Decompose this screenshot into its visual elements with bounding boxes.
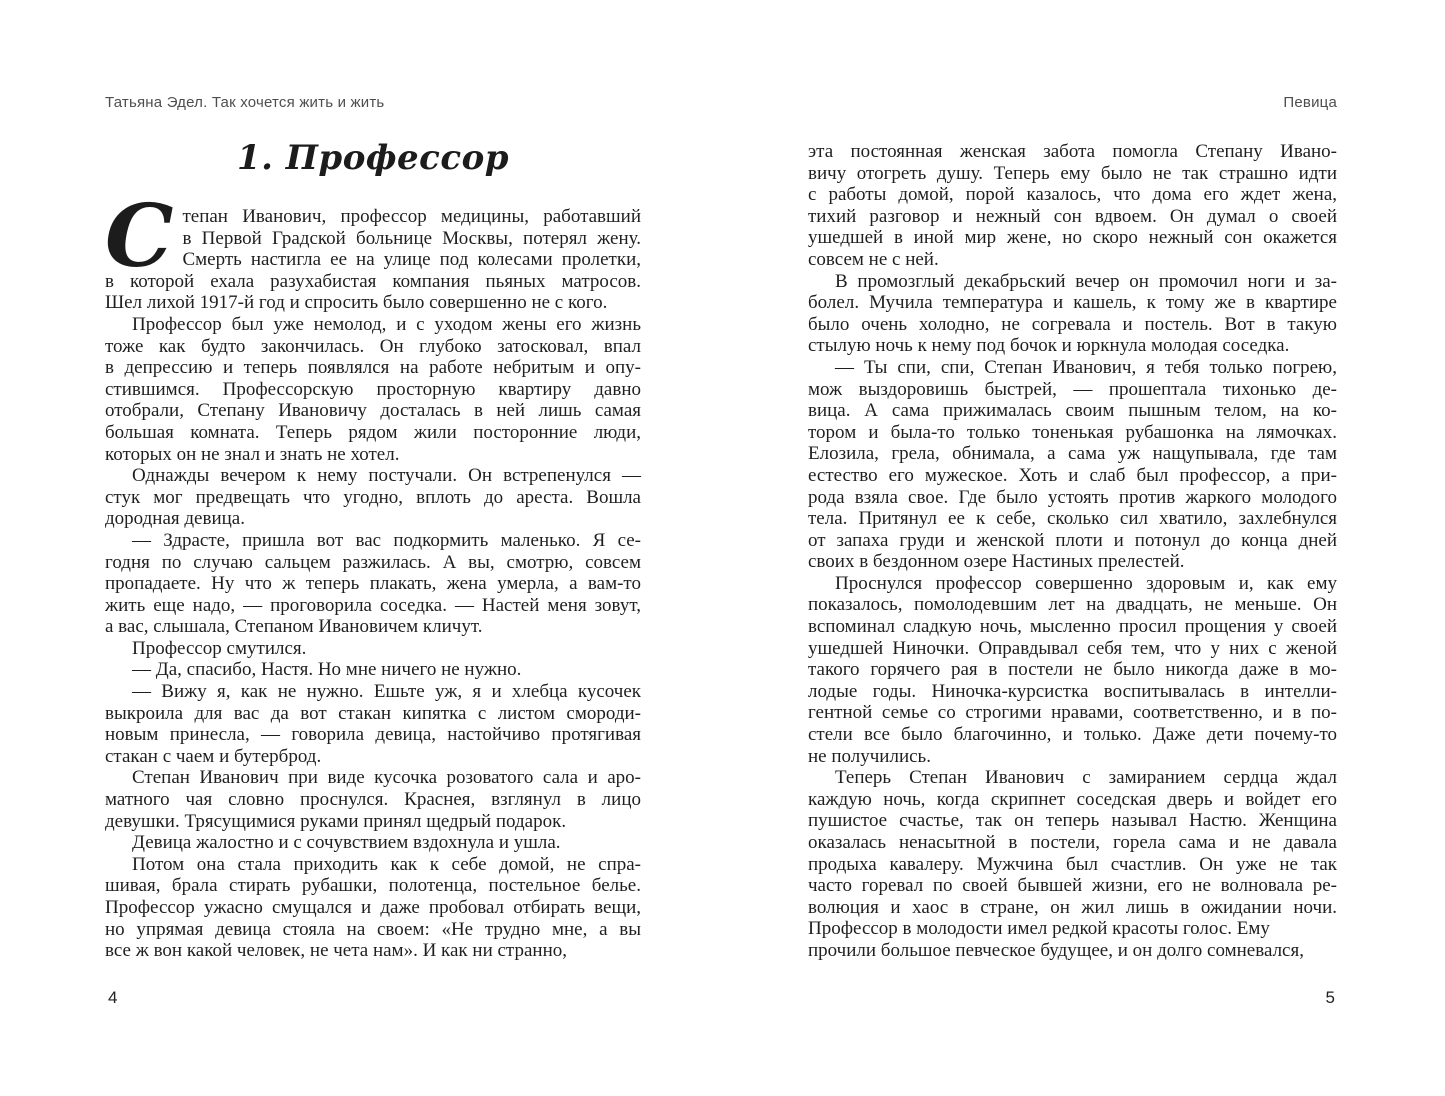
text-line: новым принесла, — говорила девица, настойчиво протягивая xyxy=(105,724,641,746)
text-line: лодые годы. Ниночка-курсистка воспитывалась в интелли- xyxy=(808,680,1337,702)
text-line: такого горячего рая в постели не было никогда даже в мо- xyxy=(808,659,1337,681)
paragraph xyxy=(808,573,1337,767)
text-line: Профессор ужасно смущался и даже пробовал отбирать вещи, xyxy=(105,897,641,918)
text-line: стакан с чаем и бутерброд. xyxy=(105,745,322,767)
text-line: пропадаете. Ну что ж теперь плакать, жена умерла, а вам-то xyxy=(105,573,641,595)
paragraph xyxy=(808,357,1337,573)
text-line: вичу отогреть душу. Теперь ему было не так страшно идти xyxy=(808,162,1337,184)
text-line: волюция и хаос в стране, он жил лишь в ожидании ночи. xyxy=(808,896,1337,918)
text-line: рода взяла свое. Где было устоять против жаркого молодого xyxy=(808,486,1337,508)
text-line: мож выздоровишь быстрей, — прошептала тихонько де- xyxy=(808,378,1337,400)
text-line: вспоминал сладкую ночь, мысленно просил прощения у своей xyxy=(808,616,1337,638)
paragraph xyxy=(105,681,641,767)
text-line: матного чая словно проснулся. Краснея, взглянул в лицо xyxy=(105,789,641,811)
text-line: все ж вон какой человек, не чета нам». И как ни странно, xyxy=(105,940,567,962)
text-line: тихий разговор и нежный сон вдвоем. Он думал о своей xyxy=(808,205,1337,227)
text-line: ушедшей в иной мир жене, но скоро нежный сон окажется xyxy=(808,227,1337,249)
text-line: Профессор был уже немолод, и с уходом жены его жизнь xyxy=(132,313,641,335)
paragraph xyxy=(808,767,1337,940)
paragraph xyxy=(105,659,641,681)
text-line: в Первой Градской больнице Москвы, потерял жену. xyxy=(182,227,641,249)
text-line: Девица жалостно и с сочувствием вздохнула и ушла. xyxy=(132,832,561,854)
text-line: а вас, слышала, Степаном Ивановичем кличут. xyxy=(105,616,483,638)
page-number-left: 4 xyxy=(108,988,118,1007)
text-line: Потом она стала приходить как к себе домой, не спра- xyxy=(132,853,641,875)
text-line: стившимся. Профессорскую просторную квартиру давно xyxy=(105,378,641,400)
paragraph xyxy=(105,854,641,962)
paragraph xyxy=(105,767,641,832)
paragraph xyxy=(808,141,1337,271)
text-line: Однажды вечером к нему постучали. Он встрепенулся — xyxy=(132,465,641,487)
text-line: Шел лихой 1917-й год и спросить было совершенно не с кого. xyxy=(105,292,608,314)
text-line: дородная девица. xyxy=(105,508,245,530)
paragraph xyxy=(105,530,641,638)
drop-cap-letter: С xyxy=(105,186,174,287)
text-line: — Да, спасибо, Настя. Но мне ничего не нужно. xyxy=(132,659,522,681)
text-line: стылую ночь к нему под бочок и юркнула молодая соседка. xyxy=(808,335,1290,357)
text-line: Профессор в молодости имел редкой красоты голос. Ему xyxy=(808,918,1270,940)
text-line: которых он не знал и знать не хотел. xyxy=(105,443,400,465)
text-line: от запаха груди и женской плоти и потонул до конца дней xyxy=(808,529,1337,551)
text-line: естество его мужеское. Хоть и слаб был профессор, а при- xyxy=(808,464,1337,486)
text-line: показалось, помолодевшим лет на двадцать, не меньше. Он xyxy=(808,594,1337,616)
left-page-text xyxy=(105,186,641,962)
text-line: в которой ехала разухабистая компания пьяных матросов. xyxy=(105,270,641,292)
text-line: стук мог предвещать что угодно, вплоть до ареста. Вошла xyxy=(105,486,641,508)
text-line: вица. А сама прижималась своим пышным телом, на ко- xyxy=(808,400,1337,422)
text-line: девушки. Трясущимися руками принял щедрый подарок. xyxy=(105,810,567,832)
text-line: своих в бездонном озере Настиных прелестей. xyxy=(808,551,1185,573)
text-line: оказалась ненасытной в постели, горела сама и не давала xyxy=(808,832,1337,853)
text-line: — Ты спи, спи, Степан Иванович, я тебя только погрею, xyxy=(835,356,1337,378)
text-line: эта постоянная женская забота помогла Степану Ивано- xyxy=(808,141,1337,162)
text-line: в депрессию и теперь появлялся на работе небритым и опу- xyxy=(105,357,641,379)
text-line: пушистое счастье, так он теперь называл Настю. Женщина xyxy=(808,810,1337,832)
text-line: Профессор смутился. xyxy=(132,637,307,659)
text-line: совсем не с ней. xyxy=(808,248,939,270)
text-line: годня по случаю сальцем разжилась. А вы, смотрю, совсем xyxy=(105,551,641,573)
text-line: болел. Мучила температура и кашель, к тому же в квартире xyxy=(808,292,1337,314)
running-header-right: Певица xyxy=(1283,94,1337,111)
text-line: Елозила, грела, обнимала, а сама уж нащупывала, где там xyxy=(808,443,1337,465)
text-line: Смерть настигла ее на улице под колесами пролетки, xyxy=(182,249,641,271)
text-line: тепан Иванович, профессор медицины, работавший xyxy=(182,206,641,227)
right-page-text xyxy=(808,141,1337,962)
text-line: прочили большое певческое будущее, и он долго сомневался, xyxy=(808,939,1304,961)
paragraph xyxy=(105,186,641,314)
text-line: Степан Иванович при виде кусочка розоватого сала и аро- xyxy=(132,767,641,789)
paragraph xyxy=(105,314,641,465)
paragraph xyxy=(105,832,641,854)
paragraph xyxy=(808,940,1337,962)
text-line: жить еще надо, — проговорила соседка. — Настей меня зовут, xyxy=(105,594,641,616)
text-line: Теперь Степан Иванович с замиранием сердца ждал xyxy=(835,767,1337,789)
text-line: продыха кавалеру. Мужчина был счастлив. Он уже не так xyxy=(808,853,1337,875)
text-line: отобрали, Степану Ивановичу досталась в ней лишь самая xyxy=(105,400,641,422)
text-line: большая комната. Теперь рядом жили посторонние люди, xyxy=(105,421,641,443)
text-line: тором и была-то только тоненькая рубашонка на лямочках. xyxy=(808,421,1337,443)
text-line: ушедшей Ниночки. Оправдывал себя тем, что у них с женой xyxy=(808,637,1337,659)
text-line: часто горевал по своей бывшей жизни, его не волновала ре- xyxy=(808,875,1337,897)
text-line: тела. Притянул ее к себе, сколько сил хватило, захлебнулся xyxy=(808,508,1337,530)
text-line: не получились. xyxy=(808,745,931,767)
page-number-right: 5 xyxy=(1325,988,1335,1007)
chapter-title: 1. Профессор xyxy=(236,138,510,178)
text-line: стели все было благочинно, и только. Даже дети почему-то xyxy=(808,724,1337,746)
running-header-left: Татьяна Эдел. Так хочется жить и жить xyxy=(105,94,385,111)
text-line: каждую ночь, когда скрипнет соседская дверь и войдет его xyxy=(808,788,1337,810)
text-line: но упрямая девица стояла на своем: «Не трудно мне, а вы xyxy=(105,918,641,940)
text-line: выкроила для вас да вот стакан кипятка с листом смороди- xyxy=(105,702,641,724)
paragraph xyxy=(105,465,641,530)
text-line: тоже как будто закончилась. Он глубоко затосковал, впал xyxy=(105,335,641,357)
text-line: Проснулся профессор совершенно здоровым и, как ему xyxy=(835,572,1337,594)
text-line: гентной семье со строгими нравами, соответственно, и в по- xyxy=(808,702,1337,724)
text-line: В промозглый декабрьский вечер он промочил ноги и за- xyxy=(835,270,1337,292)
text-line: было очень холодно, не согревала и постель. Вот в такую xyxy=(808,313,1337,335)
text-line: шивая, брала стирать рубашки, полотенца, постельное белье. xyxy=(105,875,641,897)
paragraph xyxy=(105,638,641,660)
text-line: с работы домой, порой казалось, что дома его ждет жена, xyxy=(808,184,1337,206)
text-line: — Вижу я, как не нужно. Ешьте уж, я и хлебца кусочек xyxy=(132,681,641,703)
text-line: — Здрасте, пришла вот вас подкормить маленько. Я се- xyxy=(132,529,641,551)
paragraph xyxy=(808,271,1337,357)
